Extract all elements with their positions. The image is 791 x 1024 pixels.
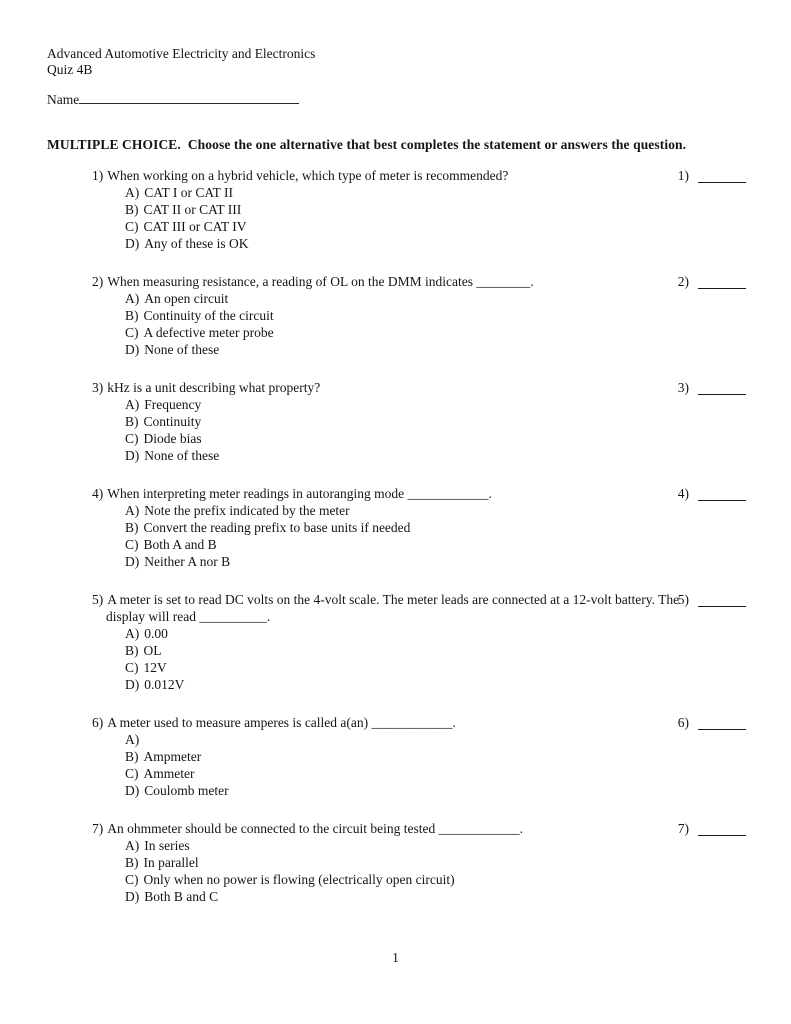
instructions: MULTIPLE CHOICE. Choose the one alternative that best completes the statement or answers the question.: [47, 137, 687, 152]
choice-label: C): [125, 660, 139, 675]
question-number: 6): [92, 715, 104, 730]
choice: [125, 871, 746, 888]
quiz-title: Quiz 4B: [47, 62, 93, 77]
answer-number: 6): [677, 715, 689, 730]
choice-label: C): [125, 325, 139, 340]
choices-list: [92, 502, 746, 570]
choice-text: Ampmeter: [143, 749, 202, 764]
question-text: [92, 485, 492, 502]
question-body: When working on a hybrid vehicle, which type of meter is recommended?: [107, 168, 509, 183]
answer-number: 5): [677, 592, 689, 607]
question-number: 2): [92, 274, 104, 289]
choice: [125, 731, 746, 748]
choice: [125, 837, 746, 854]
answer-blank[interactable]: [698, 167, 746, 183]
choice-label: D): [125, 448, 140, 463]
answer-slot: [678, 273, 746, 290]
answer-number: 2): [677, 274, 689, 289]
answer-slot: [678, 820, 746, 837]
answer-number: 1): [677, 168, 689, 183]
question-text: [92, 273, 534, 290]
answer-blank[interactable]: [698, 714, 746, 730]
answer-number: 7): [677, 821, 689, 836]
answer-blank[interactable]: [698, 820, 746, 836]
question-body: kHz is a unit describing what property?: [107, 380, 321, 395]
question-block: [92, 167, 746, 252]
choice-text: Continuity of the circuit: [143, 308, 274, 323]
choice: [125, 502, 746, 519]
choice: [125, 324, 746, 341]
choice-label: C): [125, 872, 139, 887]
choice: [125, 184, 746, 201]
question-body: An ohmmeter should be connected to the circuit being tested ____________.: [107, 821, 524, 836]
choice-label: B): [125, 749, 139, 764]
choice-text: None of these: [144, 448, 220, 463]
choice-text: Convert the reading prefix to base units if needed: [143, 520, 411, 535]
choice-label: D): [125, 677, 140, 692]
question-number: 3): [92, 380, 104, 395]
question-line: [92, 591, 746, 625]
choice-label: A): [125, 291, 140, 306]
choice-label: B): [125, 855, 139, 870]
choice-text: Any of these is OK: [144, 236, 249, 251]
choice: [125, 625, 746, 642]
choice: [125, 765, 746, 782]
name-label: Name: [47, 92, 80, 107]
choice-text: Frequency: [144, 397, 202, 412]
question-line: [92, 485, 746, 502]
choice: [125, 659, 746, 676]
choice: [125, 553, 746, 570]
question-line: [92, 379, 746, 396]
choice: [125, 235, 746, 252]
choice-label: D): [125, 554, 140, 569]
question-block: [92, 379, 746, 464]
page-number: 1: [392, 950, 399, 965]
answer-blank[interactable]: [698, 379, 746, 395]
choice-label: A): [125, 838, 140, 853]
choice-label: B): [125, 643, 139, 658]
choices-list: [92, 837, 746, 905]
choice-text: CAT I or CAT II: [144, 185, 234, 200]
choices-list: [92, 290, 746, 358]
choices-list: [92, 625, 746, 693]
answer-blank[interactable]: [698, 273, 746, 289]
choice-text: A defective meter probe: [143, 325, 274, 340]
choice-label: B): [125, 308, 139, 323]
question-number: 7): [92, 821, 104, 836]
choices-list: [92, 731, 746, 799]
choice: [125, 396, 746, 413]
choice-label: C): [125, 431, 139, 446]
question-text: [92, 714, 456, 731]
choice: [125, 447, 746, 464]
question-text: [92, 167, 508, 184]
answer-blank[interactable]: [698, 591, 746, 607]
answer-slot: [678, 485, 746, 502]
choice-text: 12V: [143, 660, 167, 675]
question-text: [92, 820, 523, 837]
answer-number: 4): [677, 486, 689, 501]
question-line: [92, 714, 746, 731]
choice-text: Neither A nor B: [144, 554, 231, 569]
question-text: [92, 591, 681, 625]
choice-label: A): [125, 626, 140, 641]
choice: [125, 307, 746, 324]
question-block: [92, 591, 746, 693]
choice: [125, 536, 746, 553]
question-body: When measuring resistance, a reading of OL on the DMM indicates ________.: [107, 274, 534, 289]
choice-label: B): [125, 414, 139, 429]
choice-label: A): [125, 397, 140, 412]
name-input-line[interactable]: [79, 90, 299, 104]
choice-label: A): [125, 185, 140, 200]
choice-text: An open circuit: [144, 291, 229, 306]
answer-slot: [678, 379, 746, 396]
question-number: 4): [92, 486, 104, 501]
choice-text: CAT III or CAT IV: [143, 219, 247, 234]
answer-blank[interactable]: [698, 485, 746, 501]
choice-text: 0.00: [144, 626, 168, 641]
choices-list: [92, 396, 746, 464]
choice: [125, 201, 746, 218]
question-number: 5): [92, 592, 104, 607]
choice-text: OL: [143, 643, 162, 658]
name-row: [47, 90, 746, 108]
choice-text: In series: [144, 838, 190, 853]
choice: [125, 642, 746, 659]
question-line: [92, 167, 746, 184]
choice-text: None of these: [144, 342, 220, 357]
choice-label: C): [125, 766, 139, 781]
choice-text: Ammeter: [143, 766, 195, 781]
question-text: [92, 379, 320, 396]
choice-text: Note the prefix indicated by the meter: [144, 503, 350, 518]
question-body: A meter used to measure amperes is called a(an) ____________.: [107, 715, 456, 730]
choice-label: B): [125, 520, 139, 535]
question-line: [92, 273, 746, 290]
choice-text: Continuity: [143, 414, 202, 429]
question-body: When interpreting meter readings in autoranging mode ____________.: [107, 486, 492, 501]
choice: [125, 888, 746, 905]
choice-label: B): [125, 202, 139, 217]
choice-label: D): [125, 889, 140, 904]
choice: [125, 341, 746, 358]
choices-list: [92, 184, 746, 252]
choice-text: Both A and B: [143, 537, 217, 552]
question-number: 1): [92, 168, 104, 183]
answer-slot: [678, 167, 746, 184]
choice: [125, 218, 746, 235]
choice-label: D): [125, 783, 140, 798]
choice-text: Diode bias: [143, 431, 202, 446]
choice: [125, 519, 746, 536]
answer-slot: [678, 714, 746, 731]
choice: [125, 748, 746, 765]
question-block: [92, 485, 746, 570]
answer-number: 3): [677, 380, 689, 395]
choice: [125, 854, 746, 871]
choice: [125, 413, 746, 430]
choice: [125, 290, 746, 307]
choice: [125, 430, 746, 447]
quiz-header: [47, 46, 746, 108]
choice-label: D): [125, 236, 140, 251]
choice-label: C): [125, 219, 139, 234]
choice-label: A): [125, 503, 140, 518]
question-line: [92, 820, 746, 837]
choice-text: Only when no power is flowing (electrically open circuit): [143, 872, 455, 887]
choice-text: In parallel: [143, 855, 199, 870]
choice-text: 0.012V: [144, 677, 185, 692]
choice: [125, 676, 746, 693]
choice-label: D): [125, 342, 140, 357]
question-block: [92, 714, 746, 799]
choice-text: Coulomb meter: [144, 783, 229, 798]
choice: [125, 782, 746, 799]
course-title: Advanced Automotive Electricity and Electronics: [47, 46, 316, 61]
questions-list: [47, 167, 746, 905]
choice-text: Both B and C: [144, 889, 219, 904]
question-body: A meter is set to read DC volts on the 4-volt scale. The meter leads are connected at a 12-volt battery. The display will read __________.: [106, 592, 680, 624]
choice-text: CAT II or CAT III: [143, 202, 242, 217]
question-block: [92, 820, 746, 905]
choice-label: A): [125, 732, 140, 747]
choice-label: C): [125, 537, 139, 552]
answer-slot: [678, 591, 746, 608]
question-block: [92, 273, 746, 358]
